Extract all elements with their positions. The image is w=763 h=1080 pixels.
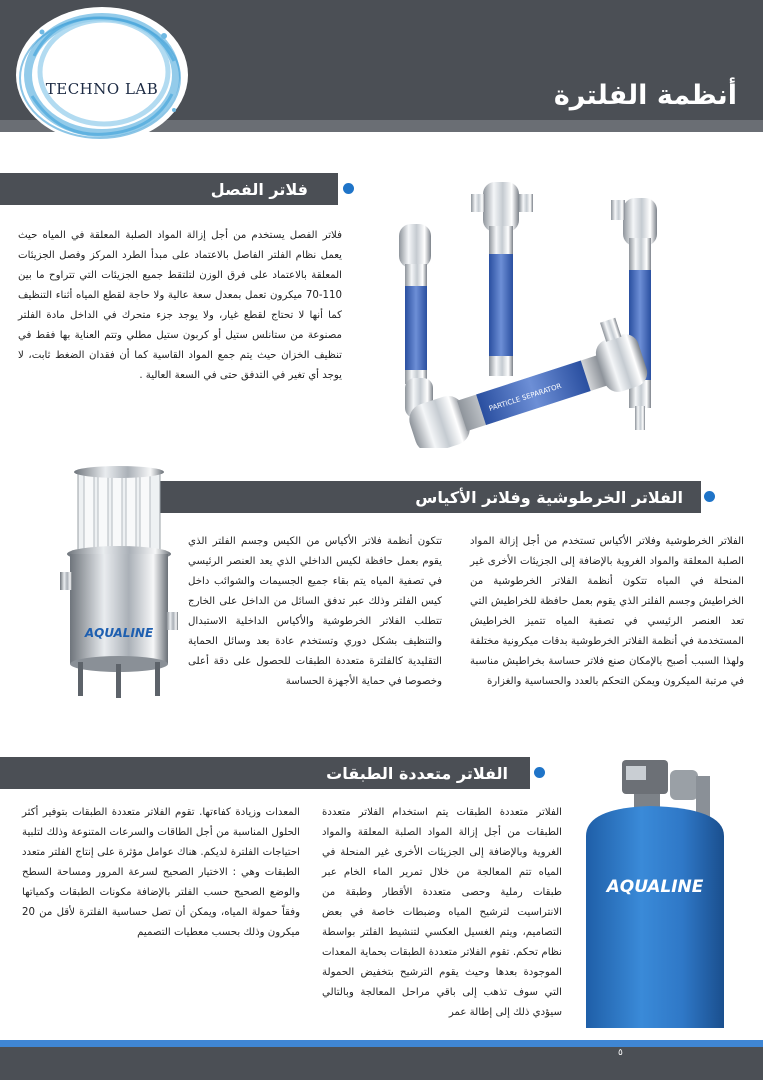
brand-logo: AQUALINE [606, 877, 704, 897]
page-number: ٥ [618, 1048, 623, 1058]
multilayer-paragraph-left: المعدات وزيادة كفاءتها. تقوم الفلاتر متعددة الطبقات بتوفير أكثر الحلول المناسبة من أجل الطاقات والسرعات المتنوعة وذلك لتلبية احتياجات الفلترة لديكم. هناك عوامل مؤثرة على إنتاج الفلتر متعدد الطبقات وهي : الاختيار الصحيح لسرعة المرور ومساحة السطح والوضع الصحيح حسب الفلتر بالإضافة مكونات الطبقات وكمياتها وفقاً حمولة المياه، ويمكن أن تصل حساسية الفلترة لأقل من 20 ميكرون وذلك بحسب معطيات التصميم [22, 807, 300, 938]
logo-text: TECHNO LAB [45, 80, 159, 98]
cartridge-paragraph: الفلاتر الخرطوشية وفلاتر الأكياس تستخدم من أجل إزالة المواد الصلبة المعلقة والمواد الغروية بالإضافة إلى الجزيئات الأخرى غير المنحلة في المياه تتكون أنظمة الفلاتر الخرطوشية من الخراطيش وجسم الفلتر الذي يقوم بعمل حافظة للخراطيش التي تعد العنصر الرئيسي في تصفية المياه تتميز الخراطيش المستخدمة في أنظمة الفلاتر الخرطوشية بدقات ميكرونية مختلفة ولهذا السبب أصبح بالإمكان صنع فلاتر حساسة بخراطيش مناسبة في مرتبة الميكرون ويمكن التحكم بالعدد والحساسية والغزارة [470, 536, 744, 687]
section-title: الفلاتر متعددة الطبقات [326, 763, 508, 783]
section-band-cartridge-bag [160, 481, 701, 513]
separator-unit [611, 198, 657, 430]
particle-separators-image [385, 178, 685, 448]
bullet-icon [343, 183, 354, 194]
bag-filter-housing-image [60, 462, 178, 698]
footer-bar [0, 1047, 763, 1080]
separator-unit [471, 182, 533, 376]
multilayer-paragraph-right: الفلاتر متعددة الطبقات يتم استخدام الفلاتر متعددة الطبقات من أجل إزالة المواد الصلبة المعلقة والمواد الغروية وبالإضافة إلى الجزيئات الأخرى غير المنحلة في المياه تتم المعالجة من خلال تمرير الماء الخام عبر طبقات رملية وحصى متعددة الأقطار وطبقة من الانتراسيت لترشيح المياه وضبطات خاصة في بعض التصاميم، ويتم الغسيل العكسي لتنشيط الفلتر بواسطة نظام تحكم. تقوم الفلاتر متعددة الطبقات بحماية المعدات الموجودة بعدها وحيث يقوم الترشيح بتخفيض الحمولة التي سوف تذهب إلى باقي مراحل المعالجة وبالتالي سيؤدي ذلك إلى إطالة عمر [322, 807, 562, 1018]
bullet-icon [704, 491, 715, 502]
separator-paragraph: فلاتر الفصل يستخدم من أجل إزالة المواد الصلبة المعلقة في المياه حيث يعمل نظام الفلتر الفاصل بالاعتماد على مبدأ الطرد المركز وفصل الجزيئات المعلقة بالاعتماد على فرق الوزن لتلتقط جميع الجزيئات التي تتراوح ما بين 110-70 ميكرون تعمل بمعدل سعة عالية ولا حاجة لقطع المياه أثناء التنظيف كما أنها لا تحتاج لقطع غيار، ولا يوجد جزء متحرك في الداخل مادة الفلتر مصنوعة من ستانلس ستيل أو كربون ستيل مطلي وتتم العناية بها فقط في تنظيف الخزان حيث يتم جمع المواد القاسية كما أن فقدان الضغط ثابت، لا يوجد أي تغير في التدفق حتى في السعة العالية . [18, 230, 342, 381]
section-band-separators [0, 173, 338, 205]
separator-label: PARTICLE SEPARATOR [488, 381, 563, 413]
brand-logo: AQUALINE [84, 626, 154, 640]
tank-body [586, 806, 724, 1028]
section-title: الفلاتر الخرطوشية وفلاتر الأكياس [415, 487, 683, 507]
section-band-multilayer [0, 757, 530, 789]
footer-accent-line [0, 1040, 763, 1047]
water-splash-icon [14, 6, 190, 144]
bullet-icon [534, 767, 545, 778]
techno-lab-logo [14, 6, 190, 144]
section-title: فلاتر الفصل [210, 179, 308, 199]
separator-unit [398, 313, 650, 448]
page-title: أنظمة الفلترة [553, 80, 737, 111]
separator-unit [399, 224, 433, 418]
multilayer-filter-tank-image [578, 756, 736, 1036]
bag-filter-paragraph: تتكون أنظمة فلاتر الأكياس من الكيس وجسم الفلتر الذي يقوم بعمل حافظة لكيس الداخلي الذي يعد العنصر الرئيسي في تصفية المياه يتم بقاء جميع الجسيمات والشوائب داخل كيس الفلتر وذلك عبر تدفق السائل من الداخل على الخارج تتطلب الفلاتر الخرطوشية والأكياس الداخلية الاستبدال والتنظيف بشكل دوري وتستخدم عادة بعد وسائل الحماية التقليدية كالفلترة متعددة الطبقات للحصول على دقة أعلى وخصوصا في حماية الأجهزة الحساسة [188, 536, 442, 687]
